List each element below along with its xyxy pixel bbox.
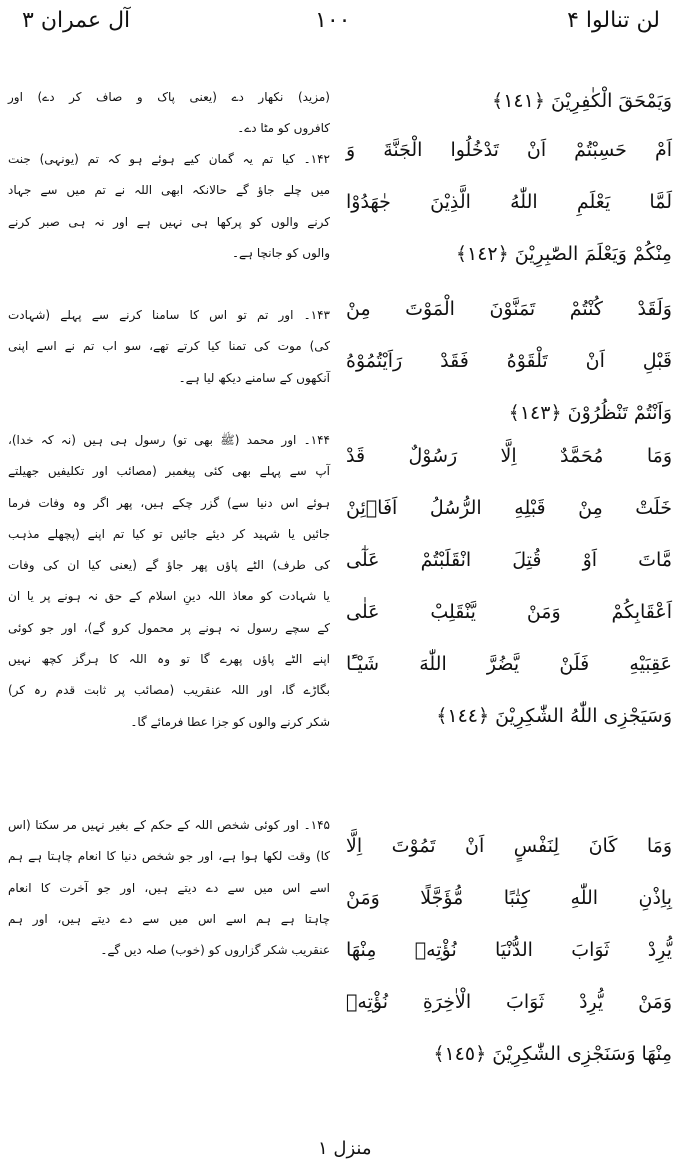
arabic-line: اَعْقَابِكُمْ وَمَنْ يَّنْقَلِبْ عَلٰى xyxy=(346,601,672,623)
urdu-line: کا) وقت لکھا ہوا ہے، اور جو شخص دنیا کا انعام چاہتا ہے ہم xyxy=(8,849,330,864)
urdu-line: کی طرف) الٹے پاؤں پھر جاؤ گے (یعنی کیا ان کی وفات xyxy=(8,558,330,573)
arabic-line: وَمَنْ يُّرِدْ ثَوَابَ الْاٰخِرَةِ نُؤْتِهٖ xyxy=(346,991,672,1013)
urdu-line: ۱۴۵۔ اور کوئی شخص اللہ کے حکم کے بغیر نہیں مر سکتا (اس xyxy=(8,818,330,832)
urdu-translation-141 xyxy=(8,82,330,145)
urdu-line: جائیں یا شہید کر دیئے جائیں تو کیا تم اپنے (پچھلے مذہب xyxy=(8,526,330,541)
urdu-translation-142 xyxy=(8,144,330,269)
urdu-line: والوں کو جانچا ہے۔ xyxy=(231,245,330,260)
urdu-line: عنقریب شکر گزاروں کو (خوب) صلہ دیں گے۔ xyxy=(100,943,330,958)
arabic-line: وَيَمْحَقَ الْكٰفِرِيْنَ ﴿١٤١﴾ xyxy=(492,90,672,112)
arabic-line: قَبْلِ اَنْ تَلْقَوْهُ فَقَدْ رَاَيْتُمُوْهُ xyxy=(346,350,672,372)
arabic-line: عَقِبَيْهِ فَلَنْ يَّضُرَّ اللّٰهَ شَيْـًٔا xyxy=(346,653,672,675)
arabic-line: مِنْكُمْ وَيَعْلَمَ الصّٰبِرِيْنَ ﴿١٤٢﴾ xyxy=(455,243,672,265)
arabic-line: مَّاتَ اَوْ قُتِلَ انْقَلَبْتُمْ عَلٰٓى xyxy=(346,549,672,571)
urdu-line: آپ سے پہلے بھی کئی پیغمبر (مصائب اور تکلیفیں جھیلتے xyxy=(8,464,330,479)
arabic-line: وَمَا كَانَ لِنَفْسٍ اَنْ تَمُوْتَ اِلَّا xyxy=(346,835,672,857)
urdu-line: کے سچے رسول نہ ہونے پر محمول کرو گے)، اور جو کوئی xyxy=(8,620,330,635)
arabic-ayah-144 xyxy=(346,430,672,742)
urdu-line: ۱۴۲۔ کیا تم یہ گمان کیے ہوئے ہو کہ تم (یونہی) جنت xyxy=(8,152,330,166)
urdu-line: ۱۴۴۔ اور محمد (ﷺ بھی تو) رسول ہی ہیں (نہ کہ خدا)، xyxy=(8,433,330,447)
urdu-line: میں چلے جاؤ گے حالانکہ ابھی اللہ نے تم میں سے جہاد xyxy=(8,183,330,198)
urdu-line: آنکھوں کے سامنے دیکھ لیا ہے۔ xyxy=(178,370,330,385)
urdu-line: ہوئے اس دنیا سے) گزر چکے ہیں، پھر اگر وہ وفات فرما xyxy=(8,495,330,510)
page-number: ١٠٠ xyxy=(315,8,351,33)
urdu-line: (مزید) نکھار دے (یعنی پاک و صاف کر دے) اور xyxy=(8,90,330,104)
urdu-line: اسے اس میں سے دے دیتے ہیں، اور جو آخرت کا انعام xyxy=(8,880,330,895)
urdu-line: چاہتا ہے ہم اسے اس میں سے دے دیتے ہیں، اور ہم xyxy=(8,911,331,926)
urdu-translation-145 xyxy=(8,810,330,966)
arabic-line: وَلَقَدْ كُنْتُمْ تَمَنَّوْنَ الْمَوْتَ مِنْ xyxy=(346,298,672,320)
urdu-line: کافروں کو مٹا دے۔ xyxy=(237,121,330,136)
arabic-line: يُّرِدْ ثَوَابَ الدُّنْيَا نُؤْتِهٖ مِنْهَا xyxy=(346,939,672,961)
urdu-line: بگاڑے گا، اور اللہ عنقریب (مصائب پر ثابت قدم رہ کر) xyxy=(8,683,330,698)
urdu-line: کرنے والوں کو پرکھا ہی نہیں ہے اور نہ ہی صبر کرنے xyxy=(8,214,330,229)
juz-title: لن تنالوا ۴ xyxy=(567,8,660,33)
arabic-line: وَاَنْتُمْ تَنْظُرُوْنَ ﴿١٤٣﴾ xyxy=(508,402,672,424)
arabic-ayah-141 xyxy=(346,75,672,127)
arabic-line: وَسَيَجْزِى اللّٰهُ الشّٰكِرِيْنَ ﴿١٤٤﴾ xyxy=(436,705,672,727)
arabic-ayah-142 xyxy=(346,124,672,280)
arabic-ayah-143 xyxy=(346,283,672,439)
arabic-line: مِنْهَا وَسَنَجْزِى الشّٰكِرِيْنَ ﴿١٤٥﴾ xyxy=(433,1043,672,1065)
arabic-line: لَمَّا يَعْلَمِ اللّٰهُ الَّذِيْنَ جٰهَدُوْا xyxy=(346,191,672,213)
urdu-translation-143 xyxy=(8,300,330,394)
urdu-line: یا شہادت کو معاذ اللہ دینِ اسلام کے حق نہ ہونے پر یا ان xyxy=(8,589,330,604)
arabic-line: اَمْ حَسِبْتُمْ اَنْ تَدْخُلُوا الْجَنَّةَ وَ xyxy=(346,139,672,161)
arabic-line: خَلَتْ مِنْ قَبْلِهِ الرُّسُلُ اَفَاۡئِنْ xyxy=(346,497,672,519)
surah-title: آل عمران ٣ xyxy=(22,8,131,33)
urdu-line: کی) موت کی تمنا کیا کرتے تھے، سو اب تم نے اسے اپنی xyxy=(8,339,330,354)
urdu-line: ۱۴۳۔ اور تم تو اس کا سامنا کرنے سے پہلے (شہادت xyxy=(8,308,330,322)
manzil-label: منزل ١ xyxy=(318,1138,372,1159)
arabic-line: وَمَا مُحَمَّدٌ اِلَّا رَسُوْلٌ قَدْ xyxy=(346,445,672,467)
urdu-line: شکر کرنے والوں کو جزا عطا فرمائے گا۔ xyxy=(130,714,330,729)
arabic-line: بِاِذْنِ اللّٰهِ كِتٰبًا مُّؤَجَّلًا وَمَنْ xyxy=(346,887,672,909)
arabic-ayah-145 xyxy=(346,820,672,1080)
urdu-translation-144 xyxy=(8,425,330,738)
urdu-line: اپنے الٹے پاؤں پھرے گا تو وہ اللہ کا ہرگز کچھ نہیں xyxy=(8,652,330,667)
